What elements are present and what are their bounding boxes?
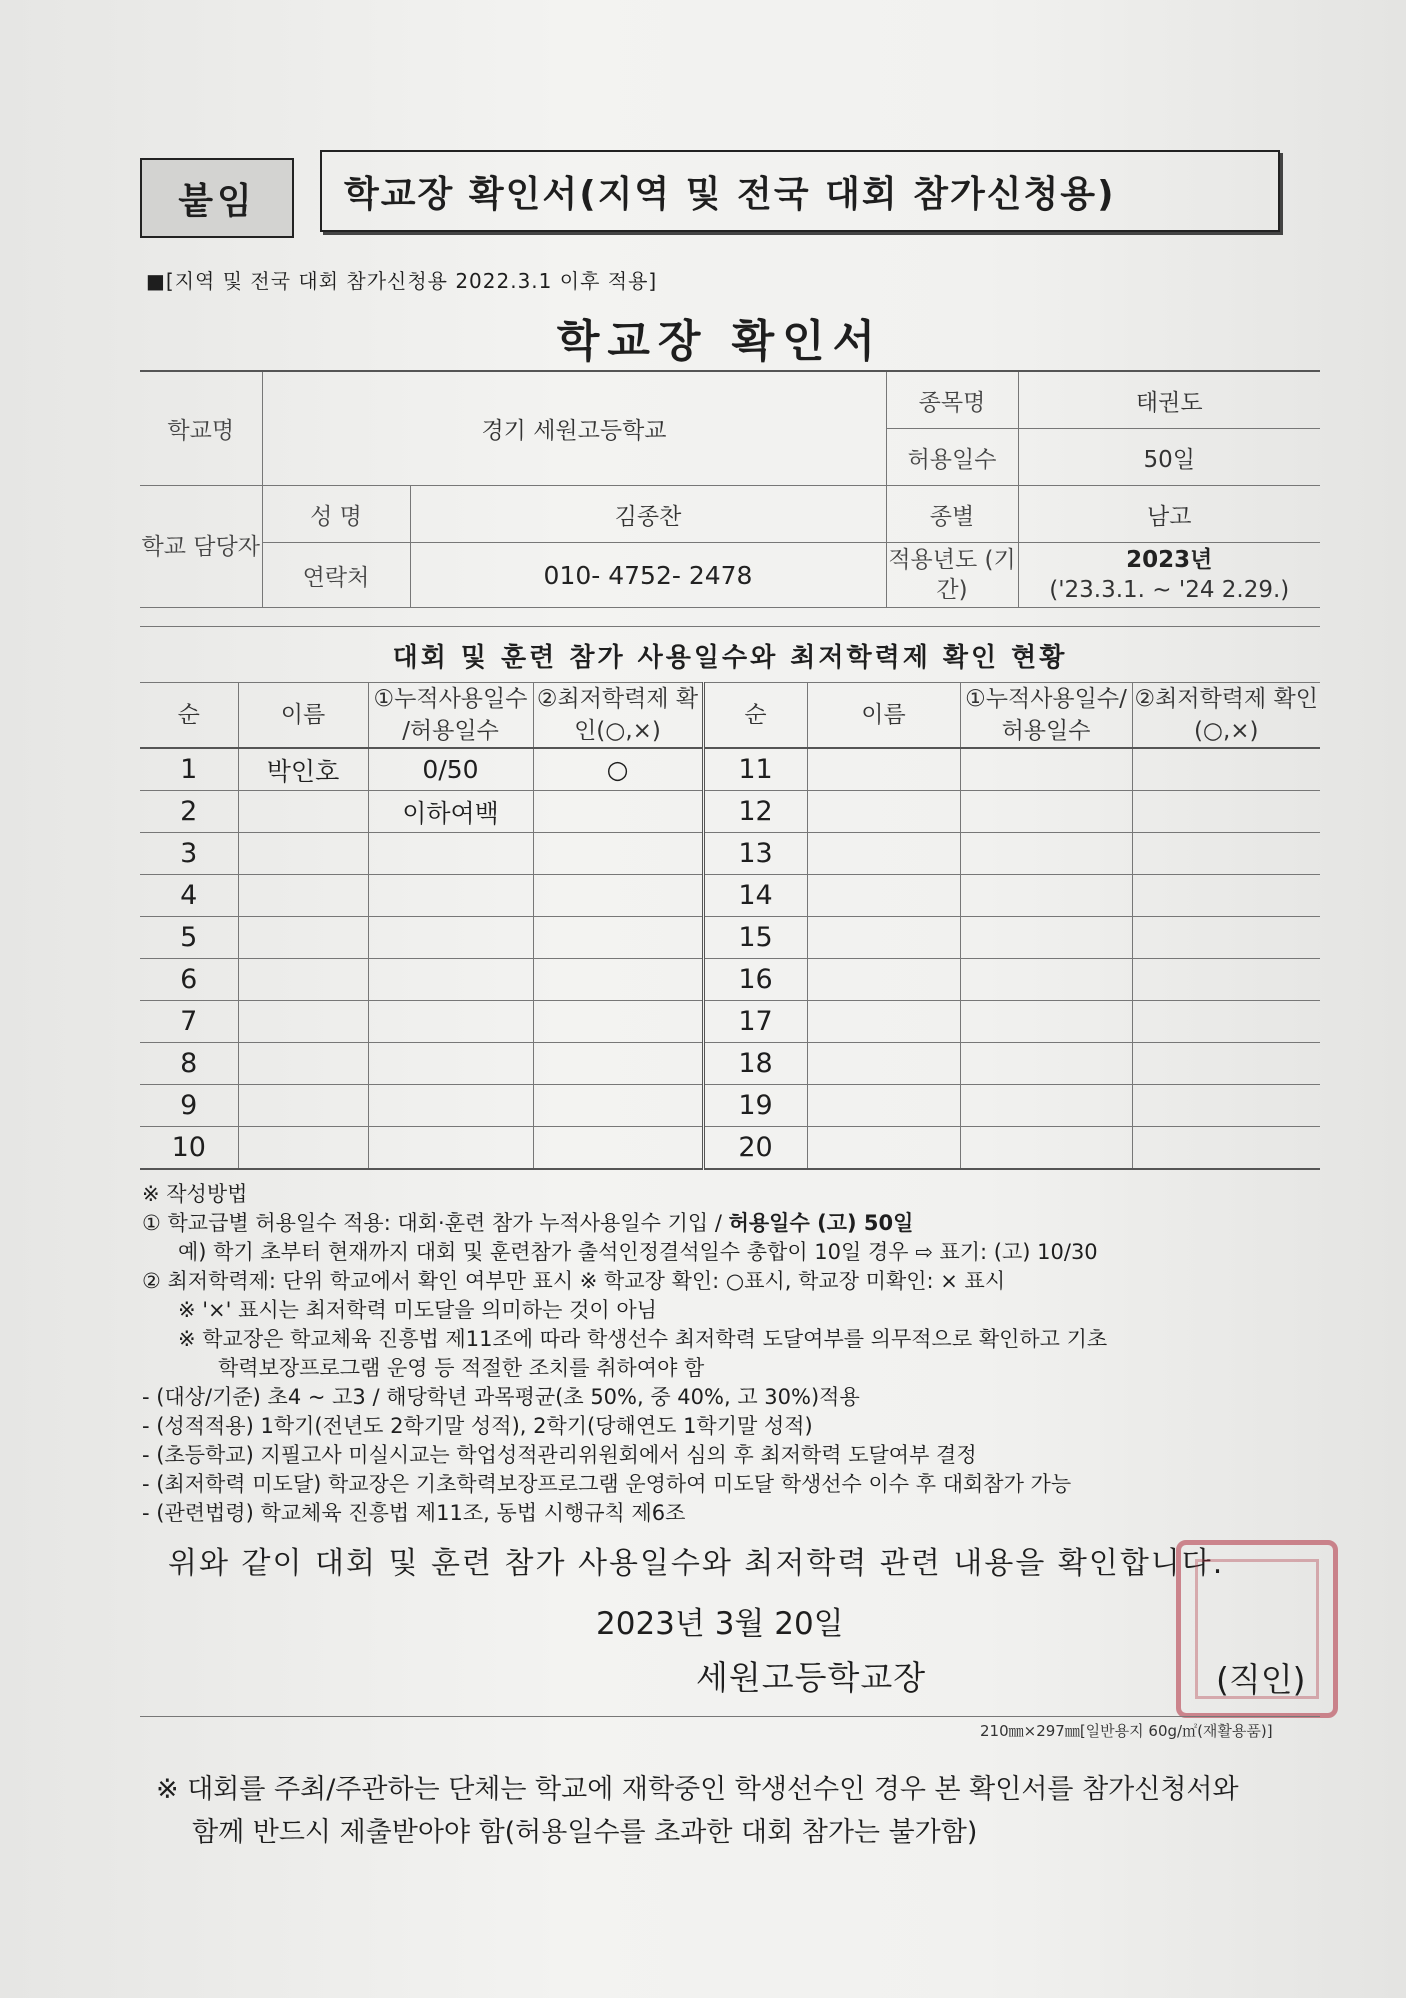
table-row — [140, 1127, 1320, 1170]
contact-label: 연락처 — [262, 543, 410, 608]
note-1 — [142, 1209, 1342, 1238]
roster-no: 2 — [140, 791, 238, 833]
roster-name — [238, 1001, 368, 1043]
document-title: 학교장 확인서 — [556, 316, 884, 367]
allowed-days-label: 허용일수 — [886, 429, 1018, 486]
roster-check — [1132, 748, 1320, 791]
footer-line-2: 함께 반드시 제출받아야 함(허용일수를 초과한 대회 참가는 불가함) — [192, 1817, 978, 1848]
divider — [140, 1716, 1320, 1717]
roster-name — [238, 917, 368, 959]
roster-days — [960, 1085, 1132, 1127]
roster-name — [807, 748, 960, 791]
roster-check — [1132, 1127, 1320, 1170]
roster-check — [1132, 1085, 1320, 1127]
table-row — [140, 748, 1320, 791]
roster-days — [960, 1043, 1132, 1085]
roster-no: 7 — [140, 1001, 238, 1043]
contact-value: 010- 4752- 2478 — [410, 543, 886, 608]
roster-days — [368, 875, 533, 917]
roster-days — [368, 1001, 533, 1043]
roster-name — [807, 1001, 960, 1043]
roster-name — [807, 1127, 960, 1170]
note-bullet: - (대상/기준) 초4 ~ 고3 / 해당학년 과목평균(초 50%, 중 40%, 고 30%)적용 — [142, 1385, 860, 1409]
roster-name — [807, 791, 960, 833]
col-header-days: ①누적사용일수 /허용일수 — [368, 683, 533, 749]
note-bullet: - (관련법령) 학교체육 진흥법 제11조, 동법 시행규칙 제6조 — [142, 1501, 686, 1525]
roster-check — [533, 833, 703, 875]
roster-no: 3 — [140, 833, 238, 875]
roster-check — [1132, 875, 1320, 917]
roster-check — [533, 917, 703, 959]
status-title: 대회 및 훈련 참가 사용일수와 최저학력제 확인 현황 — [140, 626, 1320, 683]
col-header-days-2: ①누적사용일수/ 허용일수 — [960, 683, 1132, 749]
note-2-a: ※ '×' 표시는 최저학력 미도달을 의미하는 것이 아님 — [178, 1298, 657, 1322]
manager-label: 학교 담당자 — [140, 486, 262, 608]
roster-name — [238, 959, 368, 1001]
col-header-name-2: 이름 — [807, 683, 960, 749]
roster-name — [807, 959, 960, 1001]
roster-days — [368, 833, 533, 875]
roster-name — [238, 1085, 368, 1127]
table-row — [140, 1085, 1320, 1127]
roster-days: 이하여백 — [368, 791, 533, 833]
roster-no: 11 — [703, 748, 807, 791]
roster-name — [238, 875, 368, 917]
roster-days — [368, 1043, 533, 1085]
roster-check — [533, 791, 703, 833]
col-header-no: 순 — [140, 683, 238, 749]
note-2-c: 학력보장프로그램 운영 등 적절한 조치를 취하여야 함 — [218, 1356, 705, 1380]
note-bullet: - (초등학교) 지필고사 미실시교는 학업성적관리위원회에서 심의 후 최저학력 도달여부 결정 — [142, 1443, 977, 1467]
roster-no: 15 — [703, 917, 807, 959]
roster-check — [1132, 917, 1320, 959]
roster-check — [533, 1127, 703, 1170]
roster-no: 10 — [140, 1127, 238, 1170]
roster-no: 16 — [703, 959, 807, 1001]
roster-days — [368, 959, 533, 1001]
table-row — [140, 917, 1320, 959]
roster-no: 20 — [703, 1127, 807, 1170]
roster-body — [140, 748, 1320, 1169]
roster-no: 19 — [703, 1085, 807, 1127]
roster-days — [960, 917, 1132, 959]
notes-heading: ※ 작성방법 — [142, 1182, 248, 1206]
roster-name — [238, 1043, 368, 1085]
sport-label: 종목명 — [886, 371, 1018, 429]
note-1-example: 예) 학기 초부터 현재까지 대회 및 훈련참가 출석인정결석일수 총합이 10일 경우 ⇨ 표기: (고) 10/30 — [178, 1240, 1098, 1264]
school-name-label: 학교명 — [140, 371, 262, 486]
note-1-text: ① 학교급별 허용일수 적용: 대회·훈련 참가 누적사용일수 기입 / — [142, 1211, 722, 1235]
roster-days — [960, 959, 1132, 1001]
roster-days — [960, 1127, 1132, 1170]
roster-table — [140, 682, 1320, 1170]
sport-value: 태권도 — [1018, 371, 1320, 429]
roster-check — [1132, 791, 1320, 833]
roster-check — [533, 1085, 703, 1127]
signer-name: 세원고등학교장 — [696, 1658, 927, 1697]
roster-check — [533, 959, 703, 1001]
roster-no: 14 — [703, 875, 807, 917]
issue-date: 2023년 3월 20일 — [596, 1606, 844, 1642]
period-label: 적용년도 (기간) — [886, 543, 1018, 608]
roster-days — [960, 1001, 1132, 1043]
table-row — [140, 875, 1320, 917]
header-title: 학교장 확인서(지역 및 전국 대회 참가신청용) — [320, 150, 1280, 232]
col-header-name: 이름 — [238, 683, 368, 749]
roster-name — [238, 833, 368, 875]
roster-no: 4 — [140, 875, 238, 917]
roster-no: 12 — [703, 791, 807, 833]
roster-no: 1 — [140, 748, 238, 791]
note-2: ② 최저학력제: 단위 학교에서 확인 여부만 표시 ※ 학교장 확인: ○표시, 학교장 미확인: × 표시 — [142, 1269, 1006, 1293]
roster-no: 5 — [140, 917, 238, 959]
roster-no: 9 — [140, 1085, 238, 1127]
school-name: 경기 세원고등학교 — [262, 371, 886, 486]
roster-no: 6 — [140, 959, 238, 1001]
roster-name: 박인호 — [238, 748, 368, 791]
roster-days — [960, 875, 1132, 917]
roster-days — [368, 917, 533, 959]
paper-spec: 210㎜×297㎜[일반용지 60g/㎡(재활용품)] — [980, 1722, 1273, 1740]
allowed-days-value: 50일 — [1018, 429, 1320, 486]
note-1-bold: 허용일수 (고) 50일 — [728, 1211, 914, 1235]
seal-label: (직인) — [1216, 1660, 1306, 1699]
roster-name — [238, 1127, 368, 1170]
person-name: 김종찬 — [410, 486, 886, 543]
note-bullet: - (최저학력 미도달) 학교장은 기초학력보장프로그램 운영하여 미도달 학생선수 이수 후 대회참가 가능 — [142, 1472, 1072, 1496]
roster-days: 0/50 — [368, 748, 533, 791]
roster-check — [533, 1001, 703, 1043]
roster-days — [368, 1127, 533, 1170]
roster-check — [1132, 1001, 1320, 1043]
confirm-statement: 위와 같이 대회 및 훈련 참가 사용일수와 최저학력 관련 내용을 확인합니다. — [168, 1546, 1225, 1581]
roster-days — [960, 833, 1132, 875]
roster-name — [807, 1085, 960, 1127]
type-label: 종별 — [886, 486, 1018, 543]
table-row — [140, 833, 1320, 875]
roster-check — [533, 1043, 703, 1085]
footer-note — [156, 1768, 1239, 1854]
roster-days — [960, 791, 1132, 833]
roster-name — [807, 917, 960, 959]
notes-section — [142, 1180, 1342, 1528]
roster-check — [1132, 959, 1320, 1001]
table-row — [140, 1043, 1320, 1085]
person-name-label: 성 명 — [262, 486, 410, 543]
roster-name — [238, 791, 368, 833]
footer-line-1: ※ 대회를 주최/주관하는 단체는 학교에 재학중인 학생선수인 경우 본 확인서를 참가신청서와 — [156, 1774, 1239, 1805]
roster-no: 8 — [140, 1043, 238, 1085]
info-table — [140, 370, 1320, 608]
roster-days — [960, 748, 1132, 791]
roster-name — [807, 1043, 960, 1085]
type-value: 남고 — [1018, 486, 1320, 543]
roster-no: 18 — [703, 1043, 807, 1085]
roster-name — [807, 833, 960, 875]
attachment-label: 붙임 — [140, 158, 294, 238]
table-row — [140, 959, 1320, 1001]
roster-no: 17 — [703, 1001, 807, 1043]
apply-note: ■[지역 및 전국 대회 참가신청용 2022.3.1 이후 적용] — [146, 269, 658, 293]
table-row — [140, 1001, 1320, 1043]
table-row — [140, 791, 1320, 833]
col-header-no-2: 순 — [703, 683, 807, 749]
period-year: 2023년 — [1126, 547, 1213, 573]
roster-check — [533, 875, 703, 917]
roster-name — [807, 875, 960, 917]
roster-check — [1132, 1043, 1320, 1085]
note-bullet: - (성적적용) 1학기(전년도 2학기말 성적), 2학기(당해연도 1학기말 성적) — [142, 1414, 813, 1438]
col-header-check: ②최저학력제 확인(○,×) — [533, 683, 703, 749]
roster-no: 13 — [703, 833, 807, 875]
roster-check: ○ — [533, 748, 703, 791]
roster-check — [1132, 833, 1320, 875]
col-header-check-2: ②최저학력제 확인(○,×) — [1132, 683, 1320, 749]
note-2-b: ※ 학교장은 학교체육 진흥법 제11조에 따라 학생선수 최저학력 도달여부를 의무적으로 확인하고 기초 — [178, 1327, 1108, 1351]
roster-header-row — [140, 683, 1320, 749]
roster-days — [368, 1085, 533, 1127]
period-value — [1018, 543, 1320, 608]
period-range: ('23.3.1. ~ '24 2.29.) — [1049, 577, 1290, 603]
